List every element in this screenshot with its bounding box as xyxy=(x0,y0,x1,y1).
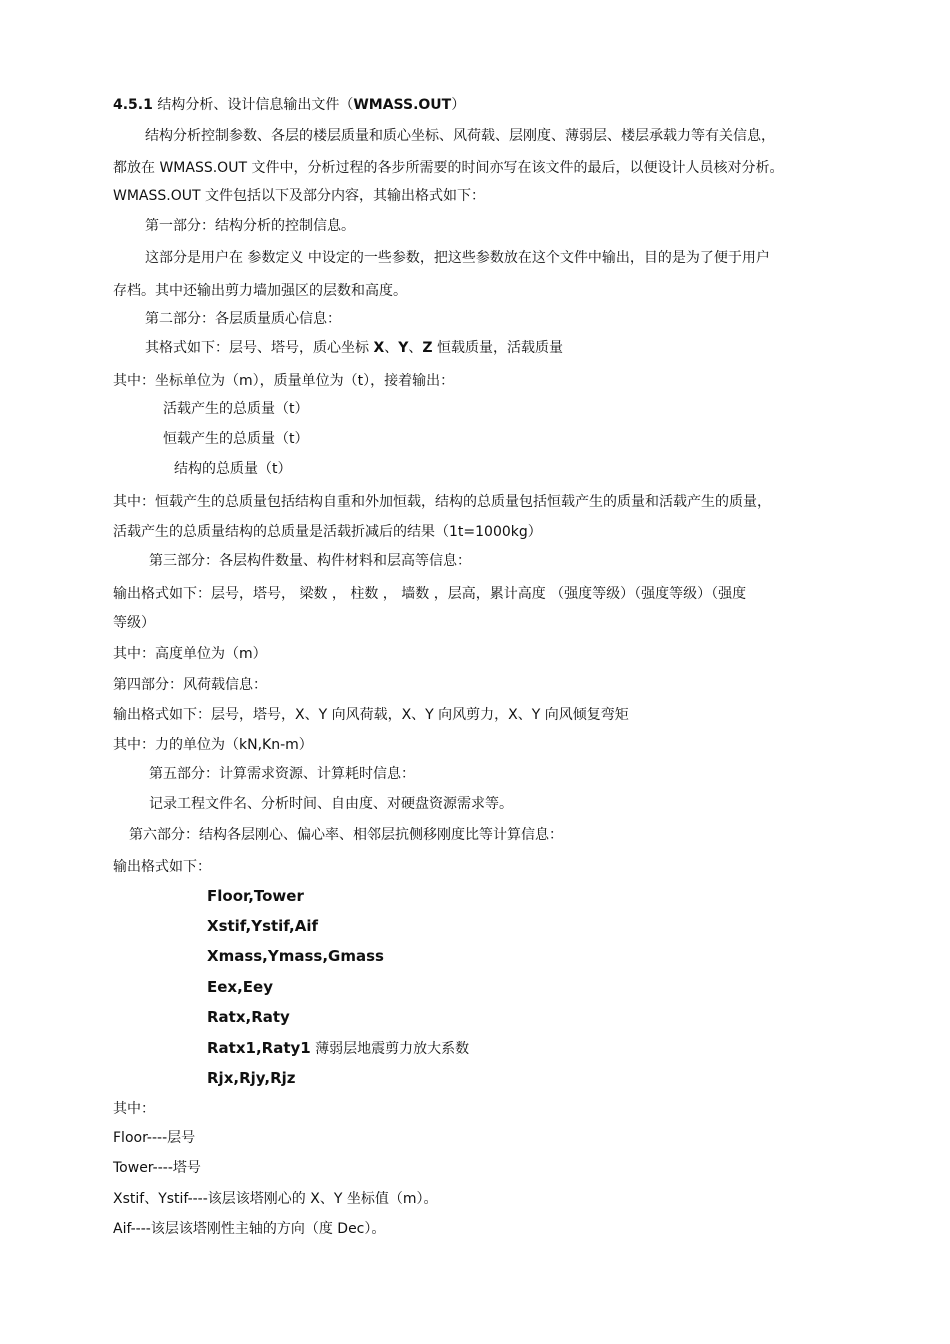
definition-floor: Floor----层号 xyxy=(113,1130,196,1146)
definition-aif: Aif----该层该塔刚性主轴的方向（度 Dec）。 xyxy=(113,1221,386,1237)
intro-line-3: WMASS.OUT 文件包括以下及部分内容，其输出格式如下： xyxy=(113,188,485,204)
part2-format-pre: 其格式如下：层号、塔号，质心坐标 xyxy=(145,340,374,356)
intro-line-1: 结构分析控制参数、各层的楼层质量和质心坐标、风荷载、层刚度、薄弱层、楼层承载力等有关信息， xyxy=(145,128,775,144)
part1-title: 第一部分：结构分析的控制信息。 xyxy=(145,218,355,234)
format-line-rat1-row xyxy=(207,1038,469,1059)
part5-title: 第五部分：计算需求资源、计算耗时信息： xyxy=(149,766,415,782)
part2-format-sep1: 、 xyxy=(384,340,399,356)
part6-title: 第六部分：结构各层刚心、偏心率、相邻层抗侧移刚度比等计算信息： xyxy=(129,827,563,843)
section-title-post: ） xyxy=(451,97,466,113)
part2-format-z: Z xyxy=(422,340,433,356)
part3-title: 第三部分：各层构件数量、构件材料和层高等信息： xyxy=(149,553,471,569)
part2-units: 其中：坐标单位为（m），质量单位为（t），接着输出： xyxy=(113,373,455,389)
format-line-floor-tower: Floor,Tower xyxy=(207,887,304,905)
format-line-stif: Xstif,Ystif,Aif xyxy=(207,917,318,935)
part2-note-1: 其中：恒载产生的总质量包括结构自重和外加恒载，结构的总质量包括恒载产生的质量和活载产生的质量， xyxy=(113,494,771,510)
part2-item-live: 活载产生的总质量（t） xyxy=(163,401,309,417)
part2-format-post: 恒载质量，活载质量 xyxy=(432,340,563,356)
format-line-ecc: Eex,Eey xyxy=(207,978,273,996)
section-number: 4.5.1 xyxy=(113,97,153,113)
section-heading xyxy=(113,95,465,115)
part4-units: 其中：力的单位为（kN,Kn-m） xyxy=(113,737,313,753)
part4-title: 第四部分：风荷载信息： xyxy=(113,677,267,693)
part1-desc-1: 这部分是用户在 参数定义 中设定的一些参数，把这些参数放在这个文件中输出，目的是为了便于用户 xyxy=(145,250,770,266)
format-line-rat1-note: 薄弱层地震剪力放大系数 xyxy=(315,1041,470,1057)
part5-desc: 记录工程文件名、分析时间、自由度、对硬盘资源需求等。 xyxy=(149,796,513,812)
section-title-file: WMASS.OUT xyxy=(353,97,452,113)
format-line-rat: Ratx,Raty xyxy=(207,1008,290,1026)
part2-format-x: X xyxy=(373,340,385,356)
part4-format: 输出格式如下：层号，塔号，X、Y 向风荷载，X、Y 向风剪力，X、Y 向风倾复弯矩 xyxy=(113,707,629,723)
part2-item-total: 结构的总质量（t） xyxy=(174,461,292,477)
intro-line-2: 都放在 WMASS.OUT 文件中，分析过程的各步所需要的时间亦写在该文件的最后，以便设计人员核对分析。 xyxy=(113,160,784,176)
definition-stif: Xstif、Ystif----该层该塔刚心的 X、Y 坐标值（m）。 xyxy=(113,1191,438,1207)
part2-title: 第二部分：各层质量质心信息： xyxy=(145,311,341,327)
part3-units: 其中：高度单位为（m） xyxy=(113,646,267,662)
part2-note-2: 活载产生的总质量结构的总质量是活载折减后的结果（1t=1000kg） xyxy=(113,524,542,540)
format-line-rj: Rjx,Rjy,Rjz xyxy=(207,1069,296,1087)
part3-format-1: 输出格式如下：层号，塔号， 梁数 ， 柱数 ， 墙数 ，层高，累计高度 （强度等级）（强度等级）（强度 xyxy=(113,586,747,602)
part2-format-y: Y xyxy=(398,340,409,356)
format-line-mass: Xmass,Ymass,Gmass xyxy=(207,947,384,965)
part1-desc-2: 存档。其中还输出剪力墙加强区的层数和高度。 xyxy=(113,283,407,299)
format-line-rat1: Ratx1,Raty1 xyxy=(207,1039,311,1057)
part6-format-label: 输出格式如下： xyxy=(113,859,211,875)
part2-format xyxy=(145,338,563,358)
section-title-pre: 结构分析、设计信息输出文件（ xyxy=(157,97,354,113)
part2-format-sep2: 、 xyxy=(408,340,423,356)
definitions-label: 其中： xyxy=(113,1101,155,1117)
part2-item-dead: 恒载产生的总质量（t） xyxy=(163,431,309,447)
definition-tower: Tower----塔号 xyxy=(113,1160,201,1176)
part3-format-2: 等级） xyxy=(113,615,155,631)
